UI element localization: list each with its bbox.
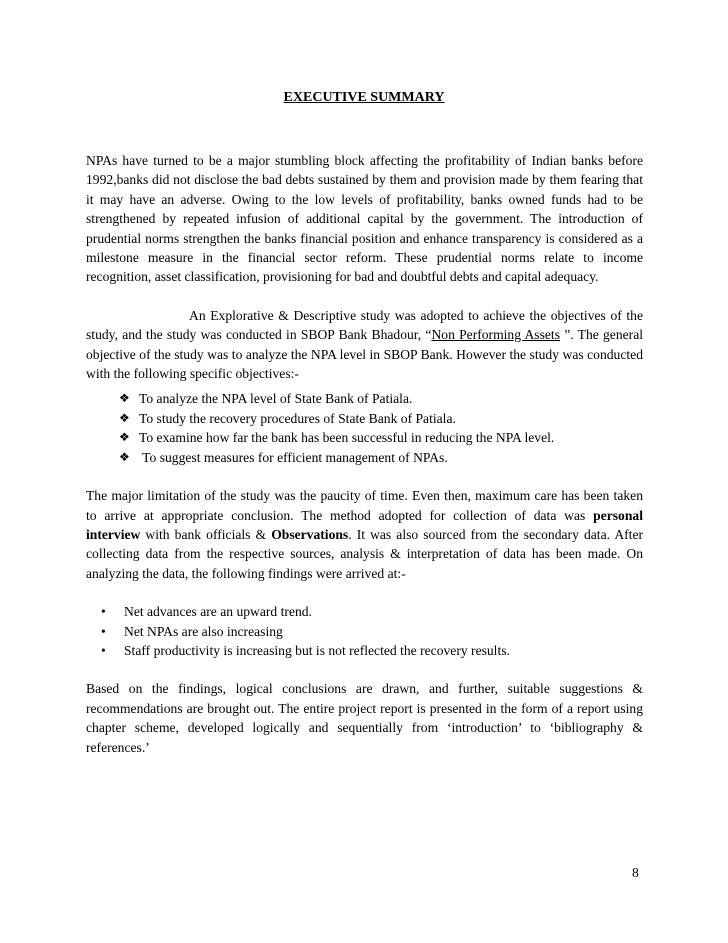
- diamond-bullet-icon: ❖: [119, 430, 130, 445]
- diamond-bullet-icon: ❖: [119, 449, 130, 464]
- objective-text: To suggest measures for efficient management of NPAs.: [139, 449, 448, 465]
- objective-text: To analyze the NPA level of State Bank of Patiala.: [139, 391, 413, 407]
- list-item: [101, 602, 643, 621]
- list-item: [119, 428, 643, 447]
- study-title-underlined: Non Performing Assets: [431, 327, 560, 343]
- study-paragraph: [86, 306, 643, 384]
- finding-text: Net advances are an upward trend.: [124, 604, 312, 620]
- document-body: [86, 151, 643, 757]
- list-item: [119, 389, 643, 408]
- list-item: [119, 448, 643, 467]
- finding-text: Net NPAs are also increasing: [124, 623, 283, 639]
- dot-bullet-icon: •: [101, 642, 106, 658]
- methodology-paragraph: [86, 486, 643, 583]
- intro-paragraph: NPAs have turned to be a major stumbling block affecting the profitability of Indian banks before 1992,banks did not disclose the bad debts sustained by them and provision made by them fearing that it may have an adverse. Owing to the low levels of profitability, banks owned funds had to be strengthened by repeated infusion of additional capital by the government. The introduction of prudential norms strengthen the banks financial position and enhance transparency is considered as a milestone measure in the financial sector reform. These prudential norms relate to income recognition, asset classification, provisioning for bad and doubtful debts and capital adequacy.: [86, 153, 643, 285]
- methodology-bold-1: personal interview: [86, 507, 643, 542]
- methodology-bold-2: Observations: [271, 526, 349, 542]
- objective-text: To study the recovery procedures of State Bank of Patiala.: [139, 410, 456, 426]
- finding-text: Staff productivity is increasing but is not reflected the recovery results.: [124, 642, 510, 658]
- objective-text: To examine how far the bank has been successful in reducing the NPA level.: [139, 430, 555, 446]
- conclusion-paragraph: Based on the findings, logical conclusions are drawn, and further, suitable suggestions & recommendations are brought out. The entire project report is presented in the form of a report using chapter scheme, developed logically and sequentially from ‘introduction’ to ‘bibliography & references.’: [86, 681, 643, 755]
- diamond-bullet-icon: ❖: [119, 410, 130, 425]
- page-title: EXECUTIVE SUMMARY: [283, 90, 445, 105]
- methodology-text-2: with bank officials &: [140, 526, 272, 542]
- dot-bullet-icon: •: [101, 623, 106, 639]
- methodology-text-1: The major limitation of the study was the paucity of time. Even then, maximum care has been taken to arrive at appropriate conclusion. The method adopted for collection of data was: [86, 488, 643, 523]
- dot-bullet-icon: •: [101, 604, 106, 620]
- page-number: 8: [632, 865, 639, 880]
- objectives-list: [119, 389, 643, 467]
- diamond-bullet-icon: ❖: [119, 391, 130, 406]
- list-item: [101, 622, 643, 641]
- list-item: [101, 641, 643, 660]
- methodology-text-3: . It was also sourced from the secondary data. After collecting data from the respective sources, analysis & interpretation of data has been made. On analyzing the data, the following findings were arrived at:-: [86, 526, 643, 581]
- study-paragraph-text-end: ”. The general objective of the study was to analyze the NPA level in SBOP Bank. However the study was conducted with the following specific objectives:-: [86, 327, 644, 382]
- list-item: [119, 409, 643, 428]
- findings-list: [101, 602, 643, 660]
- study-paragraph-text-start: An Explorative & Descriptive study was adopted to achieve the objectives of the study, and the study was conducted in SBOP Bank Bhadour, “: [86, 307, 643, 343]
